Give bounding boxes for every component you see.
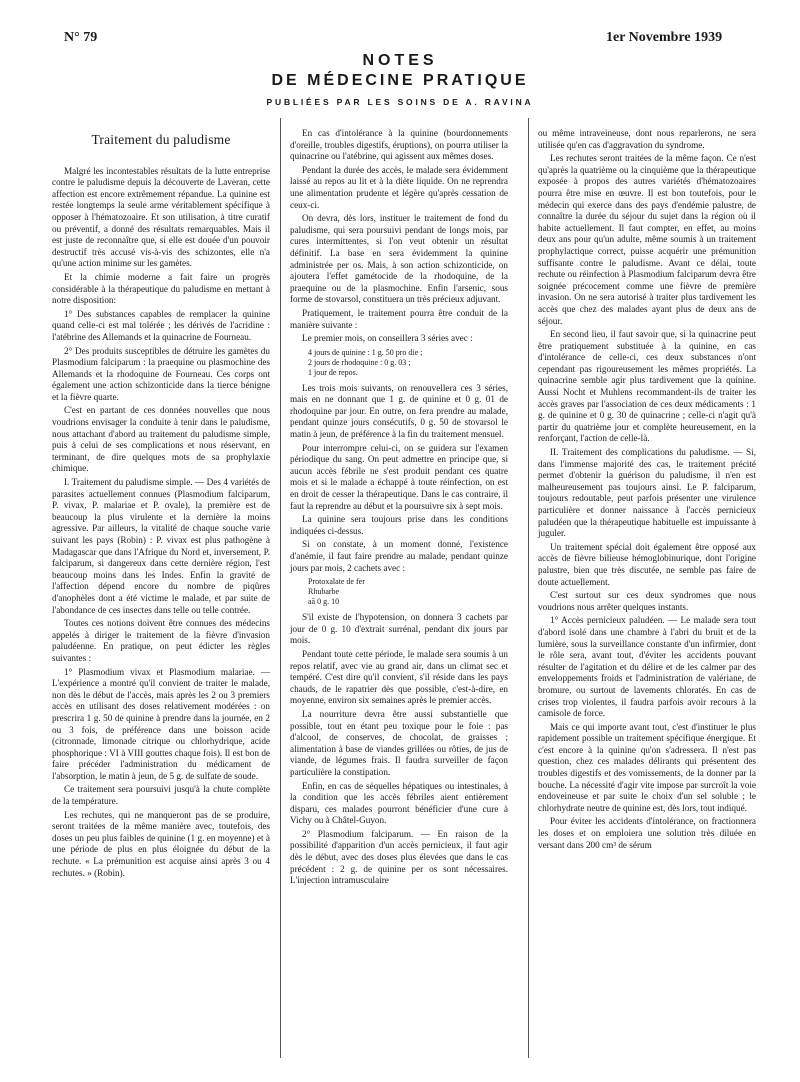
treatment-schedule [308, 348, 508, 378]
paragraph: C'est en partant de ces données nouvelles que nous voudrions envisager la conduite à tenir dans le paludisme, nous attachant d'abord au traitement du paludisme simple, puis à celui de ses complications et nous réservant, en terminant, de dire quelques mots de sa prophylaxie chimique. [52, 405, 270, 474]
paragraph: En second lieu, il faut savoir que, si la quinacrine peut être pratiquement substituée à la quinine, en cas d'intolérance de celle-ci, ces deux substances n'ont cependant pas rigoureusement les mêmes propriétés. La quinacrine semble agir plus tardivement que la quinine. Aussi Nocht et Muhlens recommandent-ils de traiter les accès graves par l'association de ces deux médicaments : 1 g. de quinine et 0 g. 30 de quinacrine ; celle-ci n'agit qu'à partir du quatrième jour et complète heureusement, en la renforçant, l'action de celle-là. [538, 329, 756, 444]
paragraph: Ce traitement sera poursuivi jusqu'à la chute complète de la température. [52, 784, 270, 807]
schedule-item: 1 jour de repos. [308, 367, 358, 377]
paragraph: Les rechutes seront traitées de la même façon. Ce n'est qu'après la quatrième ou la cinquième que la thérapeutique exposée à propos des autres variétés d'hématozoaires pourra être mise en œuvre. Il est bon toutefois, pour le médecin qui exerce dans des pays d'endémie palustre, de connaître la durée du séjour du sujet dans la région où il habite actuellement. Il faut compter, en effet, au moins deux ans pour qu'un adulte, même soumis à un traitement prophylactique correct, puisse acquérir une prémunition suffisante contre le paludisme. Avant ce délai, toute rechute ou réinfection à Plasmodium falciparum devra être soignée précocement comme une fièvre de première invasion. On ne sera autorisé à traiter plus tardivement les accès que chez des malades ayant plus de deux ans de séjour. [538, 153, 756, 326]
prescription-item: Rhubarbe [308, 587, 340, 597]
paragraph: Et la chimie moderne a fait faire un progrès considérable à la thérapeutique du paludisme en mettant à notre disposition: [52, 271, 270, 306]
prescription-block [308, 577, 508, 607]
column-rule-2 [528, 118, 529, 1058]
paragraph: Les rechutes, qui ne manqueront pas de se produire, seront traitées de la même manière avec, toutefois, des doses un peu plus faibles de quinine (1 g. en moyenne) et à une période de plus en plus éloignée du début de la rechute. « La prémunition est acquise ainsi après 3 ou 4 rechutes. » (Robin). [52, 809, 270, 878]
paragraph: ou même intraveineuse, dont nous reparlerons, ne sera utilisée qu'en cas d'aggravation du syndrome. [538, 128, 756, 150]
paragraph: Toutes ces notions doivent être connues des médecins appelés à diriger le traitement de la fièvre d'invasion paludéenne. En pratique, on peut édicter les règles suivantes : [52, 618, 270, 663]
journal-title-line1: NOTES [362, 52, 438, 69]
prescription-item: Protoxalate de fer [308, 577, 365, 587]
column-rule-1 [280, 118, 281, 1058]
article-title: Traitement du paludisme [91, 132, 231, 147]
paragraph: Pour éviter les accidents d'intolérance, on fractionnera les doses et on emploiera une solution très diluée en versant dans 200 cm³ de sérum [538, 816, 756, 850]
schedule-item: 4 jours de quinine : 1 g. 50 pro die ; [308, 347, 423, 357]
schedule-item: 2 jours de rhodoquine : 0 g. 03 ; [308, 357, 411, 367]
issue-number: N° 79 [64, 30, 98, 45]
subsection-paragraph: 1° Plasmodium vivax et Plasmodium malariae. — L'expérience a montré qu'il convient de traiter le malade, non dès le début de l'accès, mais après les 2 ou 3 premiers accès en utilisant des doses relativement modérées : on prescrira 1 g. 50 de quinine à prendre dans la journée, en 2 ou 3 fois, de préférence dans une boisson acide (citronnade, limonade citrique ou chlorhydrique, acide phosphorique : VI à VIII gouttes chaque fois). Il est bon de faire précéder l'administration du médicament de l'absorption, le matin à jeun, de 5 g. de sulfate de soude. [52, 666, 270, 781]
prescription-dose: aā 0 g. 10 [308, 597, 340, 607]
column-1 [52, 128, 270, 881]
paragraph: Pendant la durée des accès, le malade sera évidemment laissé au repos au lit et à la diète liquide. On ne reprendra une alimentation prudente et légère qu'après cessation de ceux-ci. [290, 164, 508, 210]
paragraph: La nourriture devra être aussi substantielle que possible, tout en étant peu toxique pour le foie : pas d'alcool, de conserves, de chocolat, de graisses ; alimentation à base de viandes grillées ou rôties, de jus de viande, de légumes frais. Il faudra surveiller de façon particulière la constipation. [290, 708, 508, 777]
paragraph: Mais ce qui importe avant tout, c'est d'instituer le plus rapidement possible un traitement spécifique énergique. Et c'est encore à la quinine qu'on s'adressera. Il n'est pas question, chez ces malades délirants qui présentent des troubles digestifs et des vomissements, de la donner par la bouche. La nécessité d'agir vite impose par surcroît la voie endoveineuse et par suite le choix d'un sel soluble ; le chlorhydrate neutre de quinine est, dès lors, tout indiqué. [538, 721, 756, 813]
paragraph: 1° Des substances capables de remplacer la quinine quand celle-ci est mal tolérée ; les dérivés de l'acridine : l'atébrine des Allemands et la quinacrine de Fourneau. [52, 308, 270, 342]
section-heading-paragraph: I. Traitement du paludisme simple. — Des 4 variétés de parasites actuellement connues (Plasmodium falciparum, P. vivax, P. malariae et P. ovale), la première est de beaucoup la plus virulente et la dernière la moins agressive. Par ailleurs, la vitalité de chaque souche varie suivant les pays (Robin) : P. vivax est plus pathogène à Madagascar que dans l'Afrique du Nord et, inversement, P. falciparum, si dangereux dans cette dernière région, l'est beaucoup moins dans les Indes. Enfin la gravité de l'affection dépend encore du nombre de piqûres d'anophèles dont a été victime le malade, et par suite de l'abondance de ces insectes dans telle ou telle contrée. [52, 477, 270, 615]
subsection-paragraph: 2° Plasmodium falciparum. — En raison de la possibilité d'apparition d'un accès pernicieux, il faut agir dès le début, avec des doses plus élevées que dans le cas précédent : 2 g. de quinine per os sont nécessaires. L'injection intramusculaire [290, 828, 508, 886]
paragraph: On devra, dès lors, instituer le traitement de fond du paludisme, qui sera poursuivi pendant de longs mois, par cures intermittentes, si l'on veut obtenir un résultat définitif. La base en sera évidemment la quinine administrée per os. Mais, à son action schizonticide, on ajoutera l'effet gamétocide de la rhodoquine, de la praequine ou de la plasmochine. Enfin l'arsenic, sous forme de stovarsol, constituera un très précieux adjuvant. [290, 213, 508, 305]
journal-subtitle: PUBLIÉES PAR LES SOINS DE A. RAVINA [266, 97, 534, 107]
paragraph: Un traitement spécial doit également être opposé aux accès de fièvre bilieuse hémoglobinurique, dont l'origine palustre, bien que très discutée, ne semble pas faire de doute actuellement. [538, 541, 756, 587]
journal-title-line2: DE MÉDECINE PRATIQUE [271, 72, 529, 89]
paragraph: C'est surtout sur ces deux syndromes que nous voudrions nous arrêter quelques instants. [538, 590, 756, 612]
section-heading-paragraph: II. Traitement des complications du paludisme. — Si, dans l'immense majorité des cas, le traitement précité permet d'obtenir la guérison du paludisme, il n'en est malheureusement pas toujours ainsi. Le P. falciparum, toujours redoutable, peut parfois présenter une virulence particulière et donner naissance à l'accès pernicieux paludéen que la thérapeutique habituelle est impuissante à juguler. [538, 447, 756, 539]
paragraph: Pratiquement, le traitement pourra être conduit de la manière suivante : [290, 307, 508, 330]
paragraph: En cas d'intolérance à la quinine (bourdonnements d'oreille, troubles digestifs, éruptions), on pourra utiliser la quinacrine ou l'atébrine, qui agissent aux mêmes doses. [290, 128, 508, 162]
column-2 [290, 128, 508, 889]
paragraph: Enfin, en cas de séquelles hépatiques ou intestinales, à la condition que les accès fébriles aient entièrement disparu, ces malades pourront bénéficier d'une cure à Vichy ou à Châtel-Guyon. [290, 780, 508, 826]
paragraph: 2° Des produits susceptibles de détruire les gamètes du Plasmodium falciparum : la praequine ou plasmochine des Allemands et la rhodoquine de Fourneau. Ces corps ont également une action schizonticide dans la tierce bénigne et la fièvre quarte. [52, 345, 270, 402]
subsection-paragraph: 1° Accès pernicieux paludéen. — Le malade sera tout d'abord isolé dans une chambre à l'abri du bruit et de la lumière, sous la surveillance constante d'un infirmier, dont le rôle sera, avant tout, d'éviter les accidents pouvant résulter de l'agitation et du délire et de les calmer par des enveloppements froids et l'administration de valériane, de bromure, ou surtout de lavements chloratés. En cas de crises trop violentes, il faudra parfois avoir recours à la camisole de force. [538, 615, 756, 719]
paragraph: Malgré les incontestables résultats de la lutte entreprise contre le paludisme depuis la découverte de Laveran, cette affection est encore extrêmement répandue. La quinine est restée longtemps la seule arme véritablement spécifique à opposer à l'hématozoaire. Et son utilisation, à titre curatif ou préventif, a donné des résultats remarquables. Mais il est juste de reconnaître que, si elle est douée d'un pouvoir destructif très accusé vis-à-vis des schizontes, elle n'a qu'une action minime sur les gamètes. [52, 165, 270, 269]
paragraph: Pendant toute cette période, le malade sera soumis à un repos relatif, avec vie au grand air, dans un climat sec et tempéré. C'est dire qu'il convient, s'il réside dans les pays chauds, de le rapatrier dès que possible, c'est-à-dire, en moyenne, environ six semaines après le premier accès. [290, 648, 508, 706]
paragraph: Les trois mois suivants, on renouvellera ces 3 séries, mais en ne donnant que 1 g. de quinine et 0 g. 01 de rhodoquine par jour. En outre, on fera prendre au malade, pendant quinze jours consécutifs, 0 g. 50 de stovarsol le matin à jeun, de préférence à la fin du traitement mensuel. [290, 382, 508, 440]
paragraph: S'il existe de l'hypotension, on donnera 3 cachets par jour de 0 g. 10 d'extrait surrénal, pendant dix jours par mois. [290, 612, 508, 646]
paragraph: Le premier mois, on conseillera 3 séries avec : [302, 333, 473, 344]
paragraph: Si on constate, à un moment donné, l'existence d'anémie, il faut faire prendre au malade, pendant quinze jours par mois, 2 cachets avec : [290, 539, 508, 573]
paragraph: Pour interrompre celui-ci, on se guidera sur l'examen périodique du sang. On peut admettre en principe que, si aucun accès fébrile ne s'est produit pendant ces quatre mois et si le malade a échappé à toute réinfection, on est en droit de cesser la thérapeutique. Dans le cas contraire, il faut la reprendre au début et la poursuivre six à sept mois. [290, 442, 508, 511]
paragraph: La quinine sera toujours prise dans les conditions indiquées ci-dessus. [290, 514, 508, 536]
issue-date: 1er Novembre 1939 [606, 30, 723, 45]
column-3 [538, 128, 756, 853]
